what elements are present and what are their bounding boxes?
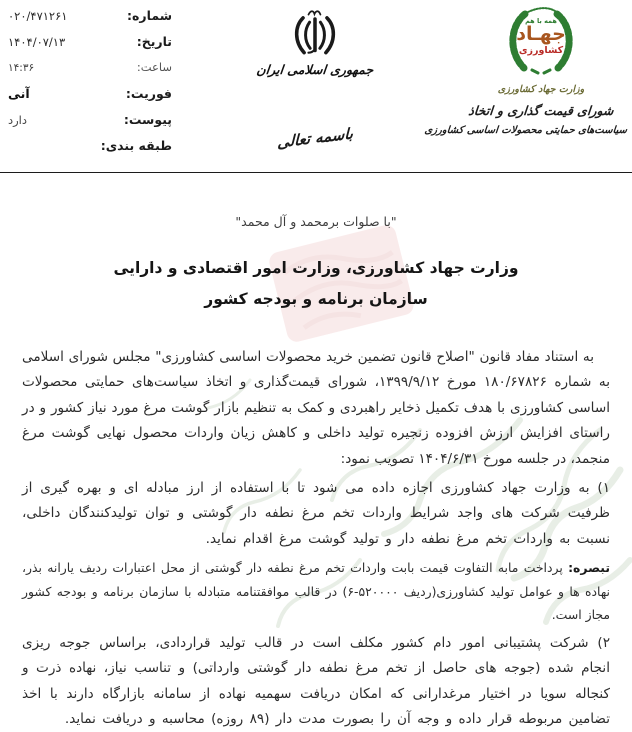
field-attachment-label: پیوست: <box>123 112 172 127</box>
field-attachment <box>4 112 172 131</box>
paragraph-intro: به استناد مفاد قانون "اصلاح قانون تضمین خرید محصولات اساسی کشاورزی" مجلس شورای اسلامی به شماره ۱۸۰/۶۷۸۲۶ مورخ ۱۳۹۹/۹/۱۲، شورای قیمت‌گذاری و اتخاذ سیاست‌های حمایتی محصولات اساسی کشاورزی با هدف تکمیل ذخایر راهبردی و کمک به تنظیم بازار گوشت مرغ مورد نیاز کشور و در راستای افزایش ارزش افزوده زنجیره تولید داخلی و کاهش زیان واردات محصول نهایی گوشت مرغ منجمد، در جلسه مورخ ۱۴۰۴/۶/۳۱ تصویب نمود: <box>22 349 610 467</box>
field-number-label: شماره: <box>127 8 172 23</box>
addressee-line-1: وزارت جهاد کشاورزی، وزارت امور اقتصادی و دارایی <box>113 259 519 277</box>
field-urgency <box>4 86 172 105</box>
org-line-policies: سیاست‌های حمایتی محصولات اساسی کشاورزی <box>423 125 628 136</box>
org-line-council: شورای قیمت گذاری و اتخاذ <box>467 103 615 118</box>
field-number <box>4 8 172 27</box>
logo-title: جهـاد <box>516 23 566 45</box>
iran-emblem-icon <box>287 7 343 57</box>
field-time-label: ساعت: <box>136 60 172 74</box>
letter-body <box>0 174 632 732</box>
field-date <box>4 34 172 53</box>
note-label: تبصره: <box>568 560 610 576</box>
field-classification-label: طبقه بندی: <box>100 138 172 153</box>
besmele-script: باسمه تعالی <box>276 124 354 152</box>
paragraph-item-1: ۱) به وزارت جهاد کشاورزی اجازه داده می شود تا با استفاده از ارز مبادله ای و بهره گیری از ظرفیت شرکت های واجد شرایط واردات تخم مرغ نطفه دار گوشتی و توان تولیدکنندگان داخلی، نسبت به واردات تخم مرغ نطفه دار و تولید گوشت مرغ اقدام نماید. <box>22 480 610 547</box>
field-attachment-value: دارد <box>8 113 27 127</box>
logo-subtitle: کشاورزی <box>518 45 564 56</box>
center-header <box>252 0 378 152</box>
field-urgency-label: فوریت: <box>125 86 172 101</box>
header-divider <box>0 172 632 173</box>
emblem-caption: جمهوری اسلامی ایران <box>255 62 375 77</box>
field-urgency-value: آنی <box>8 86 30 101</box>
note-text: پرداخت مابه التفاوت قیمت بابت واردات تخم مرغ نطفه دار گوشتی از محل اعتبارات ردیف یارانه بذر، نهاده ها و عوامل تولید کشاورزی(ردیف ۵۲۰۰۰۰-۶) در قالب موافقتنامه متبادله با سازمان برنامه و بودجه کشور مجاز است. <box>22 560 610 623</box>
field-time-value: ۱۴:۳۶ <box>8 62 35 74</box>
letterhead <box>0 0 632 173</box>
field-date-value: ۱۴۰۴/۰۷/۱۳ <box>8 35 66 49</box>
salutation-line: "با صلوات برمحمد و آل محمد" <box>235 214 397 229</box>
addressee-line-2: سازمان برنامه و بودجه کشور <box>204 290 428 308</box>
field-number-value: ۰۲۰/۴۷۱۲۶۱ <box>8 9 68 23</box>
paragraph-item-2: ۲) شرکت پشتیبانی امور دام کشور مکلف است در قالب تولید قراردادی، براساس جوجه ریزی انجام شده (جوجه های حاصل از تخم مرغ نطفه دار گوشتی وارداتی) و تناسب نیاز، نهاده ذرت و کنجاله سویا در اختیار مرغدارانی که امکان دریافت سهمیه نهاده از سامانه بازارگاه دارند با اخذ تضامین مربوطه قرار داده و وجه آن را بصورت مدت دار (۸۹ روزه) محاسبه و دریافت نماید. <box>22 634 610 727</box>
jahad-keshavarzi-logo <box>502 6 580 78</box>
org-line-ministry: وزارت جهاد کشاورزی <box>497 84 585 95</box>
logo-motto: همه با هم <box>525 17 557 25</box>
addressees <box>22 253 610 315</box>
paragraph-note <box>22 556 610 627</box>
meta-fields <box>4 8 172 164</box>
field-date-label: تاریخ: <box>136 34 172 49</box>
field-classification <box>4 138 172 157</box>
field-time <box>4 60 172 79</box>
right-header <box>423 0 628 136</box>
